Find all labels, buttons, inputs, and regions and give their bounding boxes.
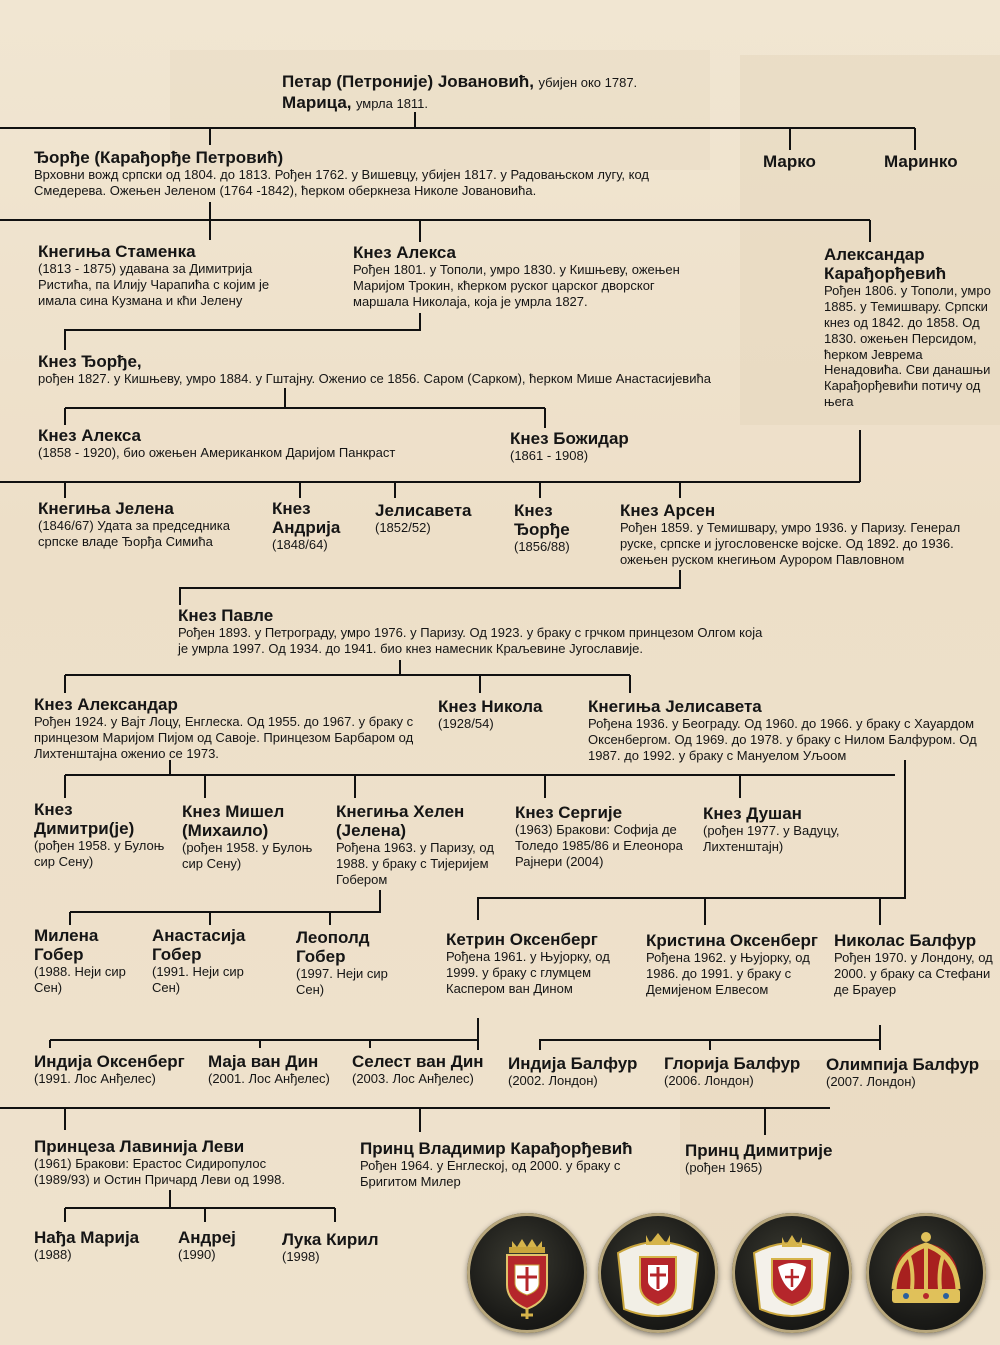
ketrin-name: Кетрин Оксенберг <box>446 930 598 949</box>
coat-of-arms-eagle-mantle-icon <box>732 1213 852 1333</box>
maja-desc: (2001. Лос Анђелес) <box>208 1071 330 1087</box>
vladimir-desc: Рођен 1964. у Енглеској, од 2000. у браку с Бригитом Милер <box>360 1158 621 1189</box>
leopold-desc: (1997. Неји сир Сен) <box>296 966 388 997</box>
marinko-name: Маринко <box>884 152 958 171</box>
node-arsen <box>620 501 992 568</box>
anastasija-desc: (1991. Неји сир Сен) <box>152 964 244 995</box>
node-nikola-1928 <box>438 697 578 732</box>
kristina-desc: Рођена 1962. у Њујорку, од 1986. до 1991. у браку с Демијеном Елвесом <box>646 950 810 997</box>
arsen-name: Кнез Арсен <box>620 501 716 520</box>
andrej-desc: (1990) <box>178 1247 216 1263</box>
node-dimitrije-1958 <box>34 800 169 870</box>
aleksa-1858-name: Кнез Алекса <box>38 426 141 445</box>
indija-oksenberg-desc: (1991. Лос Анђелес) <box>34 1071 156 1087</box>
node-maja <box>208 1052 348 1087</box>
jelisaveta-1936-name: Кнегиња Јелисавета <box>588 697 762 716</box>
coat-of-arms-crowned-shield-icon <box>467 1213 587 1333</box>
luka-desc: (1998) <box>282 1249 320 1265</box>
aleksandar-karadjordjevic-desc: Рођен 1806. у Тополи, умро 1885. у Темишвару. Српски кнез од 1842. до 1858. Од 1830. ожењен Персидом, ћерком Јеврема Ненадовића. Сви данашњи Карађорђевићи потичу од њега <box>824 283 991 410</box>
aleksandar-karadjordjevic-name: Александар Карађорђевић <box>824 245 947 284</box>
indija-balfur-desc: (2002. Лондон) <box>508 1073 598 1089</box>
maja-name: Маја ван Дин <box>208 1052 319 1071</box>
dimitrije-1958-name: Кнез Димитри(је) <box>34 800 135 839</box>
node-nikolas <box>834 931 994 998</box>
sergije-name: Кнез Сергије <box>515 803 623 822</box>
aleksa-1801-name: Кнез Алекса <box>353 243 456 262</box>
node-andrej <box>178 1228 268 1263</box>
marica-note: умрла 1811. <box>355 95 429 111</box>
node-dimitrije-1965 <box>685 1141 845 1176</box>
selest-desc: (2003. Лос Анђелес) <box>352 1071 474 1087</box>
helen-desc: Рођена 1963. у Паризу, од 1988. у браку с Тијеријем Гобером <box>336 840 494 887</box>
lavinija-name: Принцеза Лавинија Леви <box>34 1137 245 1156</box>
nikolas-desc: Рођен 1970. у Лондону, од 2000. у браку са Стефани де Брауер <box>834 950 993 997</box>
node-bozidar <box>510 429 710 464</box>
stamenka-desc: (1813 - 1875) удавана за Димитрија Ристића, па Илију Чарапића с којим је имала сина Кузмана и кћи Јелену <box>38 261 270 308</box>
node-aleksa-1801 <box>353 243 688 310</box>
node-selest <box>352 1052 502 1087</box>
node-ketrin <box>446 930 636 997</box>
node-nadja <box>34 1228 154 1263</box>
djordje-1827-desc: рођен 1827. у Кишњеву, умро 1884. у Гштајну. Оженио се 1856. Саром (Сарком), ћерком Мише Анастасијевића <box>38 371 711 387</box>
dimitrije-1965-name: Принц Димитрије <box>685 1141 833 1160</box>
node-milena <box>34 926 134 996</box>
karadjordje-desc: Врховни вожд српски од 1804. до 1813. Рођен 1762. у Вишевцу, убијен 1817. у Радовањском лугу, код Смедерева. Ожењен Јеленом (1764 -1842), ћерком оберкнеза Николе Јовановића. <box>34 167 650 198</box>
vladimir-name: Принц Владимир Карађорђевић <box>360 1139 633 1158</box>
milena-desc: (1988. Неји сир Сен) <box>34 964 126 995</box>
dusan-desc: (рођен 1977. у Вадуцу, Лихтенштајн) <box>703 823 840 854</box>
arsen-desc: Рођен 1859. у Темишвару, умро 1936. у Паризу. Генерал руске, српске и југословенске војске. Од 1892. до 1936. ожењен руском кнегињом Аурором Павловном <box>620 520 961 567</box>
node-marko <box>763 152 816 171</box>
mishel-desc: (рођен 1958. у Булоњ сир Сену) <box>182 840 313 871</box>
nadja-name: Нађа Марија <box>34 1228 140 1247</box>
node-aleksandar-1924 <box>34 695 414 762</box>
node-helen <box>336 802 496 888</box>
aleksandar-1924-name: Кнез Александар <box>34 695 178 714</box>
petar-note: убијен око 1787. <box>538 75 638 90</box>
indija-balfur-name: Индија Балфур <box>508 1054 638 1073</box>
petar-name: Петар (Петроније) Јовановић, <box>282 72 535 91</box>
pavle-desc: Рођен 1893. у Петрограду, умро 1976. у Паризу. Од 1923. у браку с грчком принцезом Олгом која је умрла 1997. Од 1934. до 1941. био кнез намесник Краљевине Југославије. <box>178 625 763 656</box>
djordje-1827-name: Кнез Ђорђе, <box>38 352 142 371</box>
nikola-1928-name: Кнез Никола <box>438 697 543 716</box>
jelena-1846-name: Кнегиња Јелена <box>38 499 174 518</box>
djordje-1856-name: Кнез Ђорђе <box>514 501 570 540</box>
indija-oksenberg-name: Индија Оксенберг <box>34 1052 185 1071</box>
marica-name: Марица, <box>282 92 352 112</box>
node-indija-balfur <box>508 1054 658 1089</box>
bozidar-name: Кнез Божидар <box>510 429 629 448</box>
dusan-name: Кнез Душан <box>703 804 802 823</box>
node-leopold <box>296 928 406 998</box>
aleksa-1858-desc: (1858 - 1920), био ожењен Американком Даријом Панкраст <box>38 445 396 461</box>
node-luka <box>282 1230 402 1265</box>
node-andrija <box>272 499 357 553</box>
nikolas-name: Николас Балфур <box>834 931 977 950</box>
node-vladimir <box>360 1139 660 1190</box>
node-sergije <box>515 803 685 870</box>
lavinija-desc: (1961) Бракови: Ерастос Сидиропулос (1989/93) и Остин Причард Леви од 1998. <box>34 1156 285 1187</box>
node-karadjordje <box>34 148 694 199</box>
helen-name: Кнегиња Хелен (Јелена) <box>336 802 465 841</box>
node-marinko <box>884 152 958 171</box>
node-anastasija <box>152 926 262 996</box>
nikola-1928-desc: (1928/54) <box>438 716 494 732</box>
dimitrije-1965-desc: (рођен 1965) <box>685 1160 763 1176</box>
nadja-desc: (1988) <box>34 1247 72 1263</box>
milena-name: Милена Гобер <box>34 926 99 965</box>
node-pavle <box>178 606 768 657</box>
node-stamenka <box>38 242 308 309</box>
andrija-desc: (1848/64) <box>272 537 328 553</box>
ketrin-desc: Рођена 1961. у Њујорку, од 1999. у браку с глумцем Каспером ван Дином <box>446 949 610 996</box>
glorija-name: Глорија Балфур <box>664 1054 801 1073</box>
jelisaveta-1852-desc: (1852/52) <box>375 520 431 536</box>
node-olimpija <box>826 1055 996 1090</box>
node-petar <box>282 72 752 114</box>
node-dusan <box>703 804 883 855</box>
mishel-name: Кнез Мишел (Михаило) <box>182 802 285 841</box>
pavle-name: Кнез Павле <box>178 606 274 625</box>
node-kristina <box>646 931 826 998</box>
selest-name: Селест ван Дин <box>352 1052 484 1071</box>
aleksandar-1924-desc: Рођен 1924. у Вајт Лоцу, Енглеска. Од 1955. до 1967. у браку с принцезом Маријом Пијом од Савоје. Принцезом Барбаром од Лихтенштајна оженио се 1973. <box>34 714 414 761</box>
node-jelisaveta-1936 <box>588 697 993 764</box>
node-indija-oksenberg <box>34 1052 204 1087</box>
node-djordje-1856 <box>514 501 604 555</box>
karadjordje-name: Ђорђе (Карађорђе Петровић) <box>34 148 284 167</box>
royal-crown-icon <box>866 1213 986 1333</box>
aleksa-1801-desc: Рођен 1801. у Тополи, умро 1830. у Кишњеву, ожењен Маријом Трокин, кћерком руског царског дворског маршала Николаја, која је умрла 1827. <box>353 262 680 309</box>
coat-of-arms-mantle-icon <box>598 1213 718 1333</box>
jelisaveta-1852-name: Јелисавета <box>375 501 472 520</box>
marko-name: Марко <box>763 152 816 171</box>
dimitrije-1958-desc: (рођен 1958. у Булоњ сир Сену) <box>34 838 165 869</box>
glorija-desc: (2006. Лондон) <box>664 1073 754 1089</box>
djordje-1856-desc: (1856/88) <box>514 539 570 555</box>
sergije-desc: (1963) Бракови: Софија де Толедо 1985/86 и Елеонора Рајнери (2004) <box>515 822 683 869</box>
kristina-name: Кристина Оксенберг <box>646 931 818 950</box>
node-jelena-1846 <box>38 499 258 550</box>
olimpija-name: Олимпија Балфур <box>826 1055 980 1074</box>
andrija-name: Кнез Андрија <box>272 499 341 538</box>
andrej-name: Андреј <box>178 1228 236 1247</box>
node-djordje-1827 <box>38 352 798 387</box>
bozidar-desc: (1861 - 1908) <box>510 448 589 464</box>
jelena-1846-desc: (1846/67) Удата за председника српске владе Ђорђа Симића <box>38 518 230 549</box>
olimpija-desc: (2007. Лондон) <box>826 1074 916 1090</box>
leopold-name: Леополд Гобер <box>296 928 370 967</box>
anastasija-name: Анастасија Гобер <box>152 926 246 965</box>
luka-name: Лука Кирил <box>282 1230 379 1249</box>
node-aleksa-1858 <box>38 426 458 461</box>
node-aleksandar-karadjordjevic <box>824 245 994 410</box>
node-mishel <box>182 802 322 872</box>
jelisaveta-1936-desc: Рођена 1936. у Београду. Од 1960. до 1966. у браку с Хауардом Оксенбергом. Од 1969. до 1978. у браку с Нилом Балфуром. Од 1987. до 1992. у браку с Мануелом Уљоом <box>588 716 977 763</box>
node-jelisaveta-1852 <box>375 501 495 536</box>
node-glorija <box>664 1054 814 1089</box>
node-lavinija <box>34 1137 324 1188</box>
stamenka-name: Кнегиња Стаменка <box>38 242 196 261</box>
